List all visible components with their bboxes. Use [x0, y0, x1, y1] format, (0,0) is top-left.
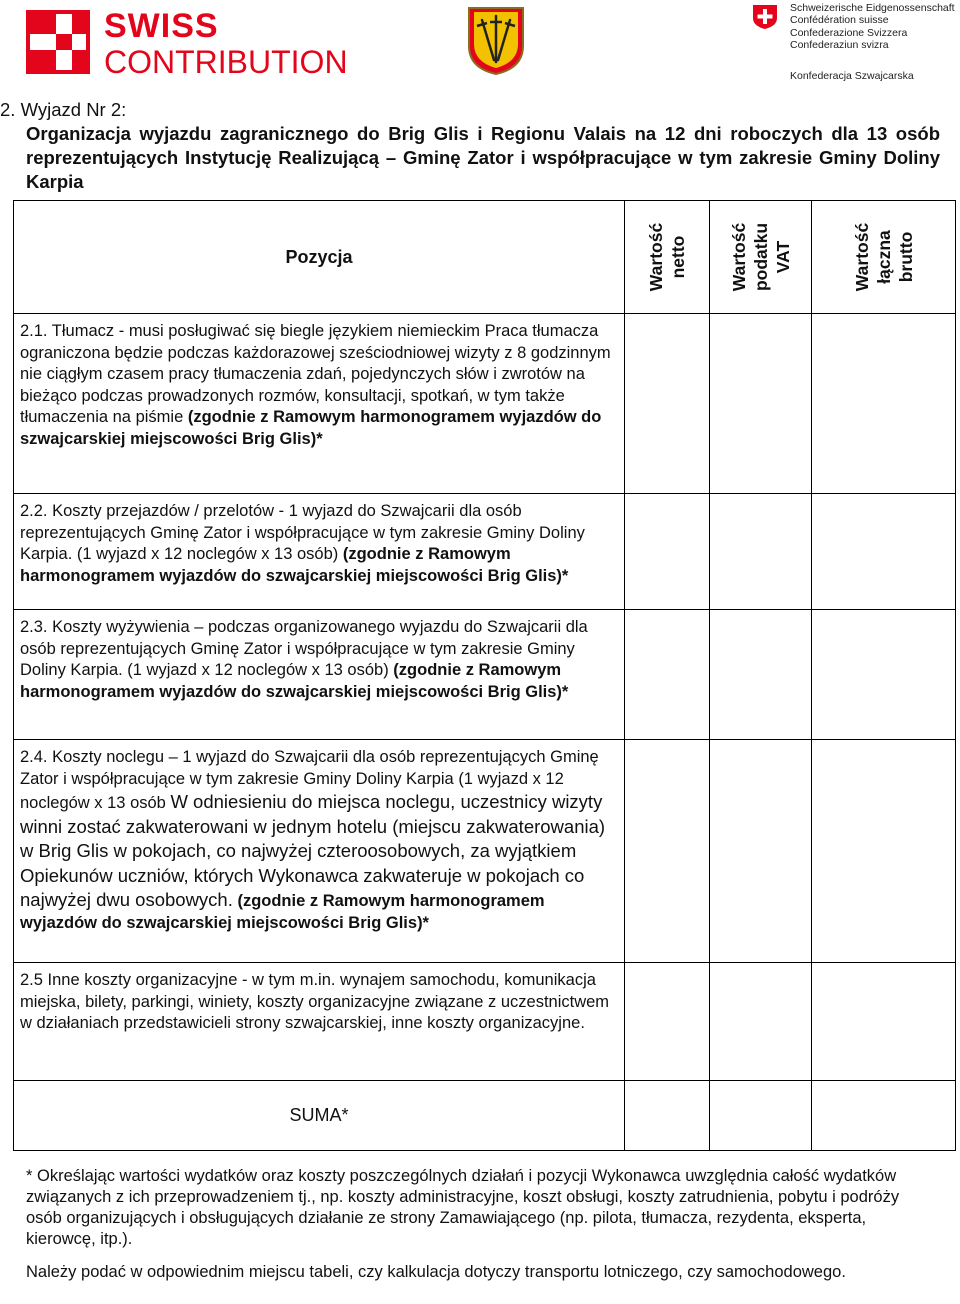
header-position: Pozycja — [14, 201, 625, 314]
table-row — [14, 494, 956, 610]
vat-cell[interactable] — [710, 494, 812, 610]
row-text: 2.1. Tłumacz - musi posługiwać się biegle językiem niemieckim Praca tłumacza ograniczona będzie podczas każdorazowej sześciodniowej wizyty z 8 godzinnym nie ciągłym czasem pracy tłumaczenia zdań, pojedynczych słów i zwrotów na bieżąco podczas prowadzonych rozmów, konsultacji, spotkań, w tym także tłumaczenia na piśmie — [20, 322, 611, 426]
confederation-name-pl: Konfederacja Szwajcarska — [790, 70, 914, 82]
net-cell[interactable] — [625, 610, 710, 740]
header-vat-value — [710, 201, 812, 314]
confederation-name-fr: Confédération suisse — [790, 14, 889, 27]
vat-cell[interactable] — [710, 610, 812, 740]
row-description — [14, 740, 625, 963]
row-text: 2.4. Koszty noclegu – 1 wyjazd do Szwajcarii dla osób reprezentujących Gminę Zator i współpracujące w tym zakresie Gminy Doliny Karpia (1 wyjazd x 12 noclegów x 13 osób — [20, 748, 599, 812]
logo-word-contribution: CONTRIBUTION — [104, 44, 348, 80]
header-vat-label: Wartość podatku VAT — [728, 222, 793, 292]
row-description — [14, 314, 625, 494]
header-net-value — [625, 201, 710, 314]
header-gross-value — [812, 201, 956, 314]
gross-cell[interactable] — [812, 740, 956, 963]
header-net-label: Wartość netto — [646, 222, 688, 292]
coat-of-arms-icon — [466, 6, 526, 76]
row-bold-note: (zgodnie z Ramowym harmonogramem wyjazdów do szwajcarskiej miejscowości Brig Glis)* — [20, 408, 602, 448]
swiss-confederation-logo — [752, 2, 960, 86]
header-gross-label: Wartość łączna brutto — [851, 222, 916, 292]
row-description — [14, 610, 625, 740]
row-text: 2.2. Koszty przejazdów / przelotów - 1 wyjazd do Szwajcarii dla osób reprezentujących Gminę Zator i współpracujące w tym zakresie Gminy Doliny Karpia. (1 wyjazd x 12 noclegów x 13 osób) — [20, 502, 585, 563]
row-bold-note: (zgodnie z Ramowym harmonogramem wyjazdów do szwajcarskiej miejscowości Brig Glis)* — [20, 892, 545, 932]
row-text: 2.3. Koszty wyżywienia – podczas organizowanego wyjazdu do Szwajcarii dla osób reprezentujących Gminę Zator i współpracujące w tym zakresie Gminy Doliny Karpia. (1 wyjazd x 12 noclegów x 13 osób) — [20, 618, 588, 679]
net-cell[interactable] — [625, 963, 710, 1081]
row-description — [14, 963, 625, 1081]
logo-word-swiss: SWISS — [104, 7, 219, 45]
footnote-transport: Należy podać w odpowiednim miejscu tabeli, czy kalkulacja dotyczy transportu lotniczego, czy samochodowego. — [26, 1263, 846, 1281]
trip-number: 2. Wyjazd Nr 2: — [0, 99, 127, 120]
row-description — [14, 494, 625, 610]
sum-label: SUMA* — [14, 1081, 625, 1151]
table-row — [14, 963, 956, 1081]
sum-gross-cell[interactable] — [812, 1081, 956, 1151]
table-row — [14, 314, 956, 494]
row-text-large: W odniesieniu do miejsca noclegu, uczestnicy wizyty winni zostać zakwaterowani w jednym hotelu (miejscu zakwaterowania) w Brig Glis w pokojach, co najwyżej czteroosobowych, za wyjątkiem Opiekunów uczniów, których Wykonawca zakwateruje w pokojach co najwyżej dwu osobowych. — [20, 791, 606, 910]
swiss-contribution-mark-icon — [26, 10, 90, 74]
net-cell[interactable] — [625, 314, 710, 494]
cost-table — [13, 200, 956, 1151]
gross-cell[interactable] — [812, 963, 956, 1081]
trip-title: Organizacja wyjazdu zagranicznego do Brig Glis i Regionu Valais na 12 dni roboczych dla 13 osób reprezentujących Instytucję Realizującą – Gminę Zator i współpracujące w tym zakresie Gminy Doliny Karpia — [26, 123, 940, 192]
sum-row — [14, 1081, 956, 1151]
table-header-row — [14, 201, 956, 314]
swiss-contribution-logo — [26, 6, 346, 78]
vat-cell[interactable] — [710, 740, 812, 963]
confederation-name-de: Schweizerische Eidgenossenschaft — [790, 2, 955, 14]
gross-cell[interactable] — [812, 494, 956, 610]
confederation-names — [790, 2, 955, 51]
row-bold-note: (zgodnie z Ramowym harmonogramem wyjazdów do szwajcarskiej miejscowości Brig Glis)* — [20, 545, 569, 585]
row-text: 2.5 Inne koszty organizacyjne - w tym m.in. wynajem samochodu, komunikacja miejska, bilety, parkingi, winiety, koszty organizacyjne związane z uczestnictwem w działaniach przedstawicieli strony szwajcarskiej, inne koszty organizacyjne. — [20, 971, 610, 1032]
vat-cell[interactable] — [710, 963, 812, 1081]
vat-cell[interactable] — [710, 314, 812, 494]
row-bold-note: (zgodnie z Ramowym harmonogramem wyjazdów do szwajcarskiej miejscowości Brig Glis)* — [20, 661, 569, 701]
gross-cell[interactable] — [812, 610, 956, 740]
confederation-name-rm: Confederaziun svizra — [790, 38, 889, 51]
table-row — [14, 610, 956, 740]
footnotes — [26, 1166, 936, 1295]
gross-cell[interactable] — [812, 314, 956, 494]
footnote-asterisk: * Określając wartości wydatków oraz koszty poszczególnych działań i pozycji Wykonawca uwzględnia całość wydatków związanych z ich przeprowadzeniem tj., np. koszty administracyjne, koszt obsługi, koszty zatrudnienia, pobytu i podróży osób organizujących i obsługujących działanie ze strony Zamawiającego (np. pilota, tłumacza, rezydenta, eksperta, kierowcę, itp.). — [26, 1167, 900, 1248]
sum-vat-cell[interactable] — [710, 1081, 812, 1151]
confederation-name-it: Confederazione Svizzera — [790, 26, 908, 39]
sum-net-cell[interactable] — [625, 1081, 710, 1151]
net-cell[interactable] — [625, 740, 710, 963]
table-row — [14, 740, 956, 963]
section-heading — [0, 98, 940, 194]
net-cell[interactable] — [625, 494, 710, 610]
swiss-flag-icon — [752, 4, 778, 30]
